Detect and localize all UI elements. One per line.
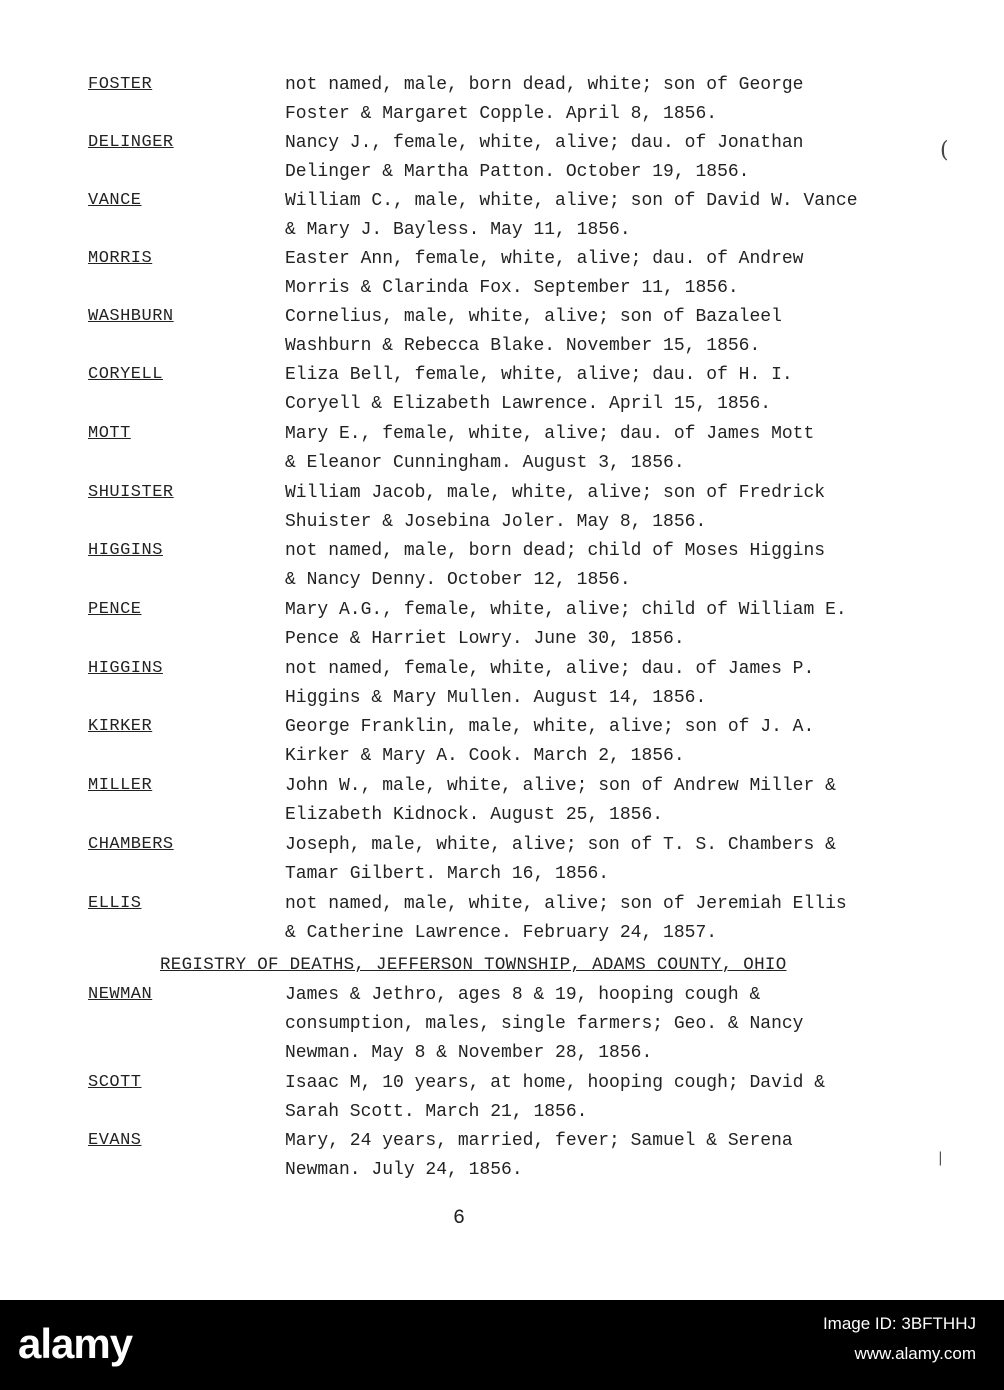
- entry-line: Newman. July 24, 1856.: [285, 1160, 523, 1180]
- entry-line: Mary E., female, white, alive; dau. of James Mott: [285, 424, 815, 444]
- surname: HIGGINS: [88, 541, 163, 560]
- entry-line: James & Jethro, ages 8 & 19, hooping cough &: [285, 985, 761, 1005]
- surname: VANCE: [88, 191, 142, 210]
- surname: WASHBURN: [88, 307, 174, 326]
- stray-mark: (: [940, 138, 949, 163]
- surname: FOSTER: [88, 75, 153, 94]
- entry-line: John W., male, white, alive; son of Andrew Miller &: [285, 776, 836, 796]
- entry-line: Shuister & Josebina Joler. May 8, 1856.: [285, 512, 707, 532]
- entry-line: Easter Ann, female, white, alive; dau. of Andrew: [285, 249, 804, 269]
- entry-line: & Eleanor Cunningham. August 3, 1856.: [285, 453, 685, 473]
- deaths-registry-heading: REGISTRY OF DEATHS, JEFFERSON TOWNSHIP, ADAMS COUNTY, OHIO: [160, 955, 787, 975]
- watermark-image-id: Image ID: 3BFTHHJ: [822, 1314, 976, 1333]
- entry-line: Tamar Gilbert. March 16, 1856.: [285, 864, 610, 884]
- surname: MOTT: [88, 424, 131, 443]
- entry-line: Sarah Scott. March 21, 1856.: [285, 1102, 588, 1122]
- entry-line: Foster & Margaret Copple. April 8, 1856.: [285, 104, 718, 124]
- entry-line: Coryell & Elizabeth Lawrence. April 15, 1856.: [285, 394, 772, 414]
- entry-line: Isaac M, 10 years, at home, hooping cough; David &: [285, 1073, 826, 1093]
- entry-line: Joseph, male, white, alive; son of T. S. Chambers &: [285, 835, 836, 855]
- entry-line: Delinger & Martha Patton. October 19, 1856.: [285, 162, 750, 182]
- surname: ELLIS: [88, 894, 142, 913]
- entry-line: Washburn & Rebecca Blake. November 15, 1856.: [285, 336, 761, 356]
- surname: KIRKER: [88, 717, 153, 736]
- entry-line: not named, female, white, alive; dau. of James P.: [285, 659, 815, 679]
- surname: MORRIS: [88, 249, 153, 268]
- entry-line: not named, male, white, alive; son of Jeremiah Ellis: [285, 894, 847, 914]
- surname: SHUISTER: [88, 483, 174, 502]
- watermark-logo: alamy: [18, 1320, 133, 1367]
- entry-line: Newman. May 8 & November 28, 1856.: [285, 1043, 653, 1063]
- entry-line: Mary A.G., female, white, alive; child of William E.: [285, 600, 847, 620]
- entry-line: not named, male, born dead, white; son of George: [285, 75, 804, 95]
- entry-line: Higgins & Mary Mullen. August 14, 1856.: [285, 688, 707, 708]
- surname: NEWMAN: [88, 985, 153, 1004]
- surname: CORYELL: [88, 365, 163, 384]
- surname: SCOTT: [88, 1073, 142, 1092]
- entry-line: & Mary J. Bayless. May 11, 1856.: [285, 220, 631, 240]
- page-number: 6: [453, 1207, 466, 1230]
- surname: EVANS: [88, 1131, 142, 1150]
- entry-line: Cornelius, male, white, alive; son of Bazaleel: [285, 307, 782, 327]
- entry-line: consumption, males, single farmers; Geo. & Nancy: [285, 1014, 804, 1034]
- entry-line: & Nancy Denny. October 12, 1856.: [285, 570, 631, 590]
- stray-mark: |: [938, 1150, 943, 1166]
- entry-line: Mary, 24 years, married, fever; Samuel & Serena: [285, 1131, 793, 1151]
- surname: PENCE: [88, 600, 142, 619]
- entry-line: George Franklin, male, white, alive; son of J. A.: [285, 717, 815, 737]
- entry-line: Morris & Clarinda Fox. September 11, 1856.: [285, 278, 739, 298]
- surname: DELINGER: [88, 133, 174, 152]
- entry-line: & Catherine Lawrence. February 24, 1857.: [285, 923, 718, 943]
- entry-line: Kirker & Mary A. Cook. March 2, 1856.: [285, 746, 685, 766]
- entry-line: Eliza Bell, female, white, alive; dau. of H. I.: [285, 365, 793, 385]
- watermark-banner: [0, 1300, 1004, 1390]
- entry-line: Elizabeth Kidnock. August 25, 1856.: [285, 805, 664, 825]
- surname: HIGGINS: [88, 659, 163, 678]
- surname: CHAMBERS: [88, 835, 174, 854]
- entry-line: William C., male, white, alive; son of David W. Vance: [285, 191, 858, 211]
- entry-line: not named, male, born dead; child of Moses Higgins: [285, 541, 826, 561]
- entry-line: Pence & Harriet Lowry. June 30, 1856.: [285, 629, 685, 649]
- entry-line: Nancy J., female, white, alive; dau. of Jonathan: [285, 133, 804, 153]
- watermark-url: www.alamy.com: [854, 1344, 976, 1363]
- surname: MILLER: [88, 776, 153, 795]
- entry-line: William Jacob, male, white, alive; son of Fredrick: [285, 483, 826, 503]
